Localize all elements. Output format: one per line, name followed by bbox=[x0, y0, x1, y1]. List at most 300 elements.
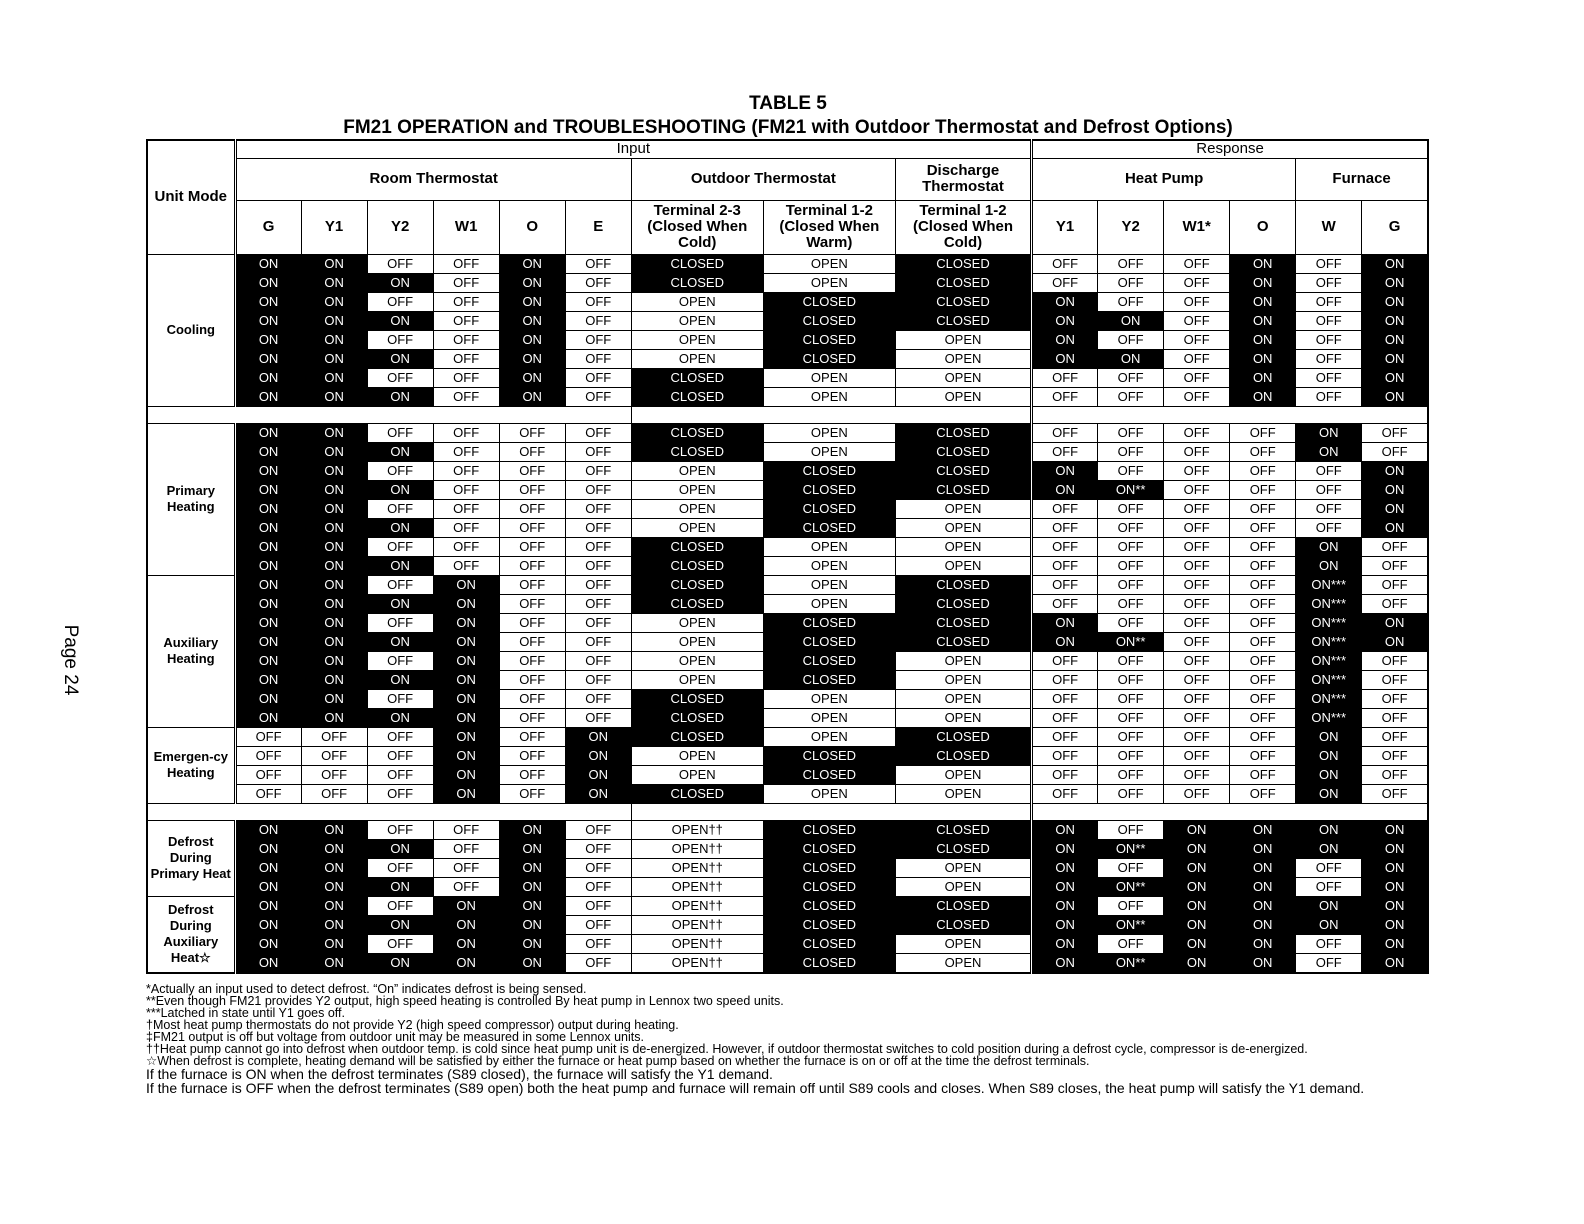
value-cell: OFF bbox=[499, 518, 565, 537]
value-cell: ON bbox=[565, 746, 631, 765]
value-cell: OPEN bbox=[895, 934, 1031, 953]
value-cell: ON bbox=[301, 651, 367, 670]
value-cell: CLOSED bbox=[895, 461, 1031, 480]
table-row bbox=[147, 368, 1428, 387]
value-cell: ON bbox=[235, 953, 301, 973]
value-cell: OPEN bbox=[895, 858, 1031, 877]
value-cell: ON bbox=[433, 670, 499, 689]
value-cell: OFF bbox=[1230, 746, 1296, 765]
value-cell: OPEN bbox=[895, 518, 1031, 537]
value-cell: OFF bbox=[367, 292, 433, 311]
value-cell: ON bbox=[1164, 858, 1230, 877]
value-cell: ON bbox=[235, 820, 301, 839]
value-cell: ON bbox=[301, 330, 367, 349]
separator-cell bbox=[631, 406, 1031, 423]
value-cell: OFF bbox=[1098, 896, 1164, 915]
footnotes bbox=[146, 983, 1436, 1095]
value-cell: OFF bbox=[565, 575, 631, 594]
value-cell: CLOSED bbox=[631, 594, 763, 613]
col-discharge-terminal-1-2: Terminal 1-2 (Closed When Cold) bbox=[895, 200, 1031, 254]
value-cell: ON bbox=[1098, 311, 1164, 330]
value-cell: OFF bbox=[367, 575, 433, 594]
value-cell: OFF bbox=[367, 423, 433, 442]
value-cell: ON** bbox=[1098, 632, 1164, 651]
col-hp-o: O bbox=[1230, 200, 1296, 254]
value-cell: ON bbox=[1296, 784, 1362, 803]
value-cell: ON bbox=[301, 349, 367, 368]
value-cell: ON bbox=[367, 594, 433, 613]
value-cell: ON bbox=[235, 273, 301, 292]
value-cell: OFF bbox=[565, 480, 631, 499]
value-cell: CLOSED bbox=[895, 915, 1031, 934]
value-cell: CLOSED bbox=[763, 934, 895, 953]
value-cell: ON bbox=[301, 387, 367, 406]
value-cell: OPEN bbox=[895, 349, 1031, 368]
unit-mode-cell: Auxiliary Heating bbox=[147, 575, 235, 727]
value-cell: ON bbox=[433, 651, 499, 670]
value-cell: ON bbox=[1032, 953, 1098, 973]
value-cell: OPEN bbox=[631, 461, 763, 480]
value-cell: OPEN bbox=[895, 556, 1031, 575]
value-cell: ON bbox=[235, 423, 301, 442]
value-cell: OFF bbox=[565, 670, 631, 689]
value-cell: OFF bbox=[499, 613, 565, 632]
value-cell: OFF bbox=[1032, 746, 1098, 765]
value-cell: OFF bbox=[1164, 518, 1230, 537]
table-row bbox=[147, 556, 1428, 575]
value-cell: OPEN†† bbox=[631, 839, 763, 858]
value-cell: ON bbox=[235, 330, 301, 349]
value-cell: OFF bbox=[499, 765, 565, 784]
value-cell: OFF bbox=[1296, 330, 1362, 349]
value-cell: CLOSED bbox=[895, 839, 1031, 858]
value-cell: OFF bbox=[499, 651, 565, 670]
value-cell: OFF bbox=[1098, 670, 1164, 689]
value-cell: ON bbox=[499, 839, 565, 858]
value-cell: OPEN bbox=[631, 330, 763, 349]
table-row bbox=[147, 953, 1428, 973]
unit-mode-cell: Cooling bbox=[147, 254, 235, 406]
value-cell: ON bbox=[1032, 858, 1098, 877]
value-cell: ON*** bbox=[1296, 708, 1362, 727]
value-cell: ON bbox=[433, 632, 499, 651]
value-cell: ON bbox=[367, 349, 433, 368]
value-cell: ON bbox=[1230, 368, 1296, 387]
value-cell: ON bbox=[367, 556, 433, 575]
value-cell: OPEN bbox=[763, 594, 895, 613]
value-cell: OFF bbox=[433, 820, 499, 839]
value-cell: OFF bbox=[433, 292, 499, 311]
value-cell: OFF bbox=[367, 254, 433, 273]
value-cell: ON bbox=[1230, 273, 1296, 292]
value-cell: OFF bbox=[1032, 727, 1098, 746]
value-cell: ON bbox=[1032, 877, 1098, 896]
value-cell: ON bbox=[301, 575, 367, 594]
value-cell: ON*** bbox=[1296, 651, 1362, 670]
value-cell: ON bbox=[235, 442, 301, 461]
value-cell: OFF bbox=[1230, 651, 1296, 670]
value-cell: ON*** bbox=[1296, 575, 1362, 594]
value-cell: OFF bbox=[1098, 784, 1164, 803]
value-cell: CLOSED bbox=[763, 765, 895, 784]
value-cell: ON bbox=[433, 708, 499, 727]
value-cell: OPEN bbox=[895, 953, 1031, 973]
value-cell: ON bbox=[235, 613, 301, 632]
value-cell: CLOSED bbox=[895, 254, 1031, 273]
value-cell: OFF bbox=[1230, 765, 1296, 784]
value-cell: OFF bbox=[565, 423, 631, 442]
value-cell: OFF bbox=[565, 461, 631, 480]
value-cell: OFF bbox=[1296, 953, 1362, 973]
value-cell: CLOSED bbox=[763, 518, 895, 537]
value-cell: OPEN bbox=[895, 689, 1031, 708]
value-cell: ON bbox=[1362, 292, 1428, 311]
col-room-o: O bbox=[499, 200, 565, 254]
value-cell: OPEN bbox=[895, 499, 1031, 518]
value-cell: OFF bbox=[1164, 708, 1230, 727]
value-cell: OFF bbox=[1362, 708, 1428, 727]
value-cell: OFF bbox=[565, 518, 631, 537]
value-cell: OFF bbox=[1362, 765, 1428, 784]
outdoor-thermostat-header: Outdoor Thermostat bbox=[631, 158, 895, 200]
value-cell: CLOSED bbox=[763, 915, 895, 934]
value-cell: ON bbox=[433, 575, 499, 594]
value-cell: OFF bbox=[1032, 765, 1098, 784]
value-cell: OFF bbox=[1362, 670, 1428, 689]
footnote: ***Latched in state until Y1 goes off. bbox=[146, 1006, 345, 1020]
col-hp-y1: Y1 bbox=[1032, 200, 1098, 254]
value-cell: ON bbox=[1032, 896, 1098, 915]
value-cell: ON*** bbox=[1296, 670, 1362, 689]
value-cell: OFF bbox=[1296, 292, 1362, 311]
value-cell: ON bbox=[1032, 613, 1098, 632]
value-cell: OPEN bbox=[631, 670, 763, 689]
value-cell: ON bbox=[301, 292, 367, 311]
value-cell: ON bbox=[301, 499, 367, 518]
value-cell: CLOSED bbox=[631, 556, 763, 575]
value-cell: OFF bbox=[499, 727, 565, 746]
value-cell: CLOSED bbox=[895, 594, 1031, 613]
value-cell: ON bbox=[499, 273, 565, 292]
value-cell: ON bbox=[433, 613, 499, 632]
value-cell: CLOSED bbox=[631, 537, 763, 556]
value-cell: CLOSED bbox=[763, 820, 895, 839]
value-cell: OFF bbox=[1164, 273, 1230, 292]
table-row bbox=[147, 254, 1428, 273]
value-cell: ON bbox=[235, 311, 301, 330]
value-cell: ON bbox=[367, 480, 433, 499]
value-cell: OFF bbox=[433, 254, 499, 273]
value-cell: OFF bbox=[1230, 575, 1296, 594]
table-row bbox=[147, 689, 1428, 708]
value-cell: CLOSED bbox=[763, 896, 895, 915]
value-cell: CLOSED bbox=[763, 632, 895, 651]
value-cell: CLOSED bbox=[631, 254, 763, 273]
value-cell: ON bbox=[235, 896, 301, 915]
value-cell: ON*** bbox=[1296, 632, 1362, 651]
value-cell: OFF bbox=[367, 727, 433, 746]
value-cell: ON bbox=[301, 877, 367, 896]
value-cell: ON bbox=[433, 953, 499, 973]
value-cell: OFF bbox=[1230, 518, 1296, 537]
value-cell: ON bbox=[235, 387, 301, 406]
separator-cell bbox=[631, 803, 1031, 820]
value-cell: OFF bbox=[367, 613, 433, 632]
value-cell: ON bbox=[433, 594, 499, 613]
unit-mode-cell: Primary Heating bbox=[147, 423, 235, 575]
value-cell: OPEN bbox=[763, 556, 895, 575]
value-cell: OFF bbox=[565, 934, 631, 953]
value-cell: OFF bbox=[565, 858, 631, 877]
value-cell: OFF bbox=[1296, 368, 1362, 387]
value-cell: ON bbox=[1032, 820, 1098, 839]
value-cell: OFF bbox=[1230, 670, 1296, 689]
table-row bbox=[147, 273, 1428, 292]
value-cell: OFF bbox=[499, 784, 565, 803]
value-cell: OFF bbox=[1032, 594, 1098, 613]
value-cell: OFF bbox=[499, 423, 565, 442]
value-cell: ON bbox=[235, 651, 301, 670]
value-cell: ON bbox=[1362, 349, 1428, 368]
value-cell: CLOSED bbox=[895, 746, 1031, 765]
value-cell: ON bbox=[499, 858, 565, 877]
value-cell: OFF bbox=[1032, 784, 1098, 803]
value-cell: ON bbox=[301, 273, 367, 292]
value-cell: OPEN bbox=[895, 387, 1031, 406]
value-cell: ON bbox=[1032, 480, 1098, 499]
value-cell: ON bbox=[499, 311, 565, 330]
value-cell: OFF bbox=[499, 632, 565, 651]
value-cell: ON bbox=[1362, 311, 1428, 330]
value-cell: OPEN bbox=[631, 518, 763, 537]
value-cell: OFF bbox=[433, 349, 499, 368]
value-cell: ON bbox=[433, 784, 499, 803]
value-cell: OFF bbox=[1164, 556, 1230, 575]
value-cell: OFF bbox=[1164, 651, 1230, 670]
value-cell: OFF bbox=[367, 461, 433, 480]
value-cell: ON bbox=[1164, 877, 1230, 896]
furnace-header: Furnace bbox=[1296, 158, 1428, 200]
value-cell: CLOSED bbox=[631, 689, 763, 708]
value-cell: ON bbox=[1032, 292, 1098, 311]
value-cell: OFF bbox=[1032, 518, 1098, 537]
value-cell: OFF bbox=[1164, 387, 1230, 406]
value-cell: OFF bbox=[1098, 651, 1164, 670]
footnote: If the furnace is ON when the defrost terminates (S89 closed), the furnace will satisfy the Y1 demand. bbox=[146, 1066, 773, 1082]
value-cell: OFF bbox=[1098, 537, 1164, 556]
value-cell: ON bbox=[565, 765, 631, 784]
value-cell: CLOSED bbox=[895, 613, 1031, 632]
col-hp-y2: Y2 bbox=[1098, 200, 1164, 254]
value-cell: OFF bbox=[367, 499, 433, 518]
value-cell: OFF bbox=[1164, 575, 1230, 594]
value-cell: CLOSED bbox=[895, 727, 1031, 746]
value-cell: OPEN bbox=[631, 349, 763, 368]
value-cell: ON bbox=[367, 311, 433, 330]
value-cell: OFF bbox=[565, 273, 631, 292]
separator-cell bbox=[147, 803, 631, 820]
value-cell: ON bbox=[499, 953, 565, 973]
value-cell: OFF bbox=[499, 708, 565, 727]
value-cell: ON bbox=[367, 442, 433, 461]
value-cell: ON bbox=[1164, 896, 1230, 915]
table-row bbox=[147, 311, 1428, 330]
value-cell: ON bbox=[1362, 273, 1428, 292]
value-cell: CLOSED bbox=[763, 670, 895, 689]
table-row bbox=[147, 839, 1428, 858]
col-room-y2: Y2 bbox=[367, 200, 433, 254]
value-cell: ON bbox=[1032, 330, 1098, 349]
value-cell: OFF bbox=[301, 784, 367, 803]
value-cell: ON bbox=[1164, 915, 1230, 934]
value-cell: ON bbox=[565, 727, 631, 746]
input-header: Input bbox=[235, 140, 1032, 158]
value-cell: OFF bbox=[1098, 254, 1164, 273]
value-cell: ON bbox=[1296, 820, 1362, 839]
value-cell: OPEN bbox=[763, 727, 895, 746]
col-hp-w1: W1* bbox=[1164, 200, 1230, 254]
value-cell: OFF bbox=[1362, 651, 1428, 670]
value-cell: ON bbox=[235, 499, 301, 518]
table-row bbox=[147, 537, 1428, 556]
value-cell: OFF bbox=[1230, 784, 1296, 803]
value-cell: OFF bbox=[1362, 594, 1428, 613]
value-cell: OFF bbox=[235, 784, 301, 803]
value-cell: OFF bbox=[1164, 254, 1230, 273]
value-cell: OFF bbox=[1098, 368, 1164, 387]
value-cell: ON bbox=[235, 537, 301, 556]
value-cell: OFF bbox=[1032, 575, 1098, 594]
value-cell: OFF bbox=[1362, 746, 1428, 765]
value-cell: ON bbox=[301, 556, 367, 575]
value-cell: OFF bbox=[1164, 442, 1230, 461]
value-cell: OFF bbox=[1362, 442, 1428, 461]
value-cell: ON bbox=[1296, 765, 1362, 784]
table-row bbox=[147, 877, 1428, 896]
value-cell: OPEN bbox=[763, 442, 895, 461]
value-cell: OFF bbox=[1098, 461, 1164, 480]
value-cell: ON bbox=[301, 537, 367, 556]
table-row bbox=[147, 820, 1428, 839]
value-cell: OPEN bbox=[763, 537, 895, 556]
value-cell: ON bbox=[1296, 896, 1362, 915]
value-cell: OFF bbox=[565, 689, 631, 708]
value-cell: OFF bbox=[1230, 689, 1296, 708]
value-cell: ON bbox=[301, 423, 367, 442]
value-cell: OFF bbox=[367, 934, 433, 953]
value-cell: OFF bbox=[433, 858, 499, 877]
value-cell: ON bbox=[301, 689, 367, 708]
value-cell: OFF bbox=[1230, 480, 1296, 499]
value-cell: ON bbox=[367, 839, 433, 858]
value-cell: OPEN bbox=[631, 746, 763, 765]
value-cell: OFF bbox=[1098, 499, 1164, 518]
value-cell: ON bbox=[367, 915, 433, 934]
table-row bbox=[147, 727, 1428, 746]
value-cell: OFF bbox=[565, 537, 631, 556]
value-cell: OFF bbox=[1296, 254, 1362, 273]
value-cell: ON bbox=[235, 708, 301, 727]
value-cell: ON bbox=[367, 273, 433, 292]
value-cell: OPEN†† bbox=[631, 896, 763, 915]
value-cell: ON bbox=[433, 765, 499, 784]
value-cell: OFF bbox=[1098, 387, 1164, 406]
value-cell: OFF bbox=[1164, 594, 1230, 613]
value-cell: ON bbox=[433, 727, 499, 746]
value-cell: OPEN†† bbox=[631, 877, 763, 896]
value-cell: OFF bbox=[433, 423, 499, 442]
value-cell: OFF bbox=[1230, 727, 1296, 746]
value-cell: ON bbox=[1230, 330, 1296, 349]
value-cell: OFF bbox=[565, 839, 631, 858]
value-cell: ON bbox=[1362, 915, 1428, 934]
value-cell: OFF bbox=[1032, 537, 1098, 556]
value-cell: OFF bbox=[565, 896, 631, 915]
separator-cell bbox=[1032, 406, 1428, 423]
value-cell: ON bbox=[1230, 896, 1296, 915]
value-cell: ON bbox=[1362, 368, 1428, 387]
footnote: ☆When defrost is complete, heating demand will be satisfied by either the furnace or heat pump based on whether the furnace is on or off at the time the defrost terminals. bbox=[146, 1054, 1090, 1068]
value-cell: ON bbox=[235, 915, 301, 934]
value-cell: OFF bbox=[1032, 499, 1098, 518]
separator-cell bbox=[1032, 803, 1428, 820]
table-row bbox=[147, 387, 1428, 406]
value-cell: OFF bbox=[1098, 273, 1164, 292]
value-cell: OFF bbox=[565, 254, 631, 273]
value-cell: OFF bbox=[565, 311, 631, 330]
value-cell: OFF bbox=[565, 556, 631, 575]
value-cell: ON bbox=[1164, 934, 1230, 953]
value-cell: OFF bbox=[1098, 292, 1164, 311]
value-cell: ON*** bbox=[1296, 689, 1362, 708]
table-row bbox=[147, 708, 1428, 727]
value-cell: OFF bbox=[367, 858, 433, 877]
footnote: ††Heat pump cannot go into defrost when outdoor temp. is cold since heat pump unit is de-energized. However, if outdoor thermostat switches to cold position during a defrost cycle, compressor is de-energized. bbox=[146, 1042, 1308, 1056]
value-cell: OFF bbox=[1098, 820, 1164, 839]
value-cell: ON bbox=[301, 254, 367, 273]
value-cell: OPEN bbox=[895, 330, 1031, 349]
value-cell: CLOSED bbox=[631, 442, 763, 461]
value-cell: ON** bbox=[1098, 915, 1164, 934]
value-cell: OFF bbox=[1032, 708, 1098, 727]
value-cell: OFF bbox=[565, 632, 631, 651]
value-cell: CLOSED bbox=[763, 480, 895, 499]
value-cell: OFF bbox=[1032, 689, 1098, 708]
table-row bbox=[147, 915, 1428, 934]
value-cell: ON bbox=[367, 877, 433, 896]
value-cell: OFF bbox=[1296, 877, 1362, 896]
value-cell: OFF bbox=[1296, 858, 1362, 877]
value-cell: OFF bbox=[1032, 273, 1098, 292]
value-cell: OFF bbox=[367, 820, 433, 839]
unit-mode-cell: Emergen-cy Heating bbox=[147, 727, 235, 803]
value-cell: ON bbox=[1296, 746, 1362, 765]
value-cell: ON bbox=[367, 953, 433, 973]
table-row bbox=[147, 934, 1428, 953]
value-cell: OFF bbox=[1164, 499, 1230, 518]
table-row bbox=[147, 651, 1428, 670]
col-room-e: E bbox=[565, 200, 631, 254]
value-cell: CLOSED bbox=[763, 311, 895, 330]
value-cell: OPEN bbox=[763, 784, 895, 803]
value-cell: ON bbox=[301, 708, 367, 727]
value-cell: OFF bbox=[565, 953, 631, 973]
unit-mode-cell: Defrost During Primary Heat bbox=[147, 820, 235, 896]
value-cell: OFF bbox=[433, 461, 499, 480]
value-cell: CLOSED bbox=[631, 727, 763, 746]
value-cell: OPEN bbox=[763, 575, 895, 594]
value-cell: CLOSED bbox=[763, 953, 895, 973]
